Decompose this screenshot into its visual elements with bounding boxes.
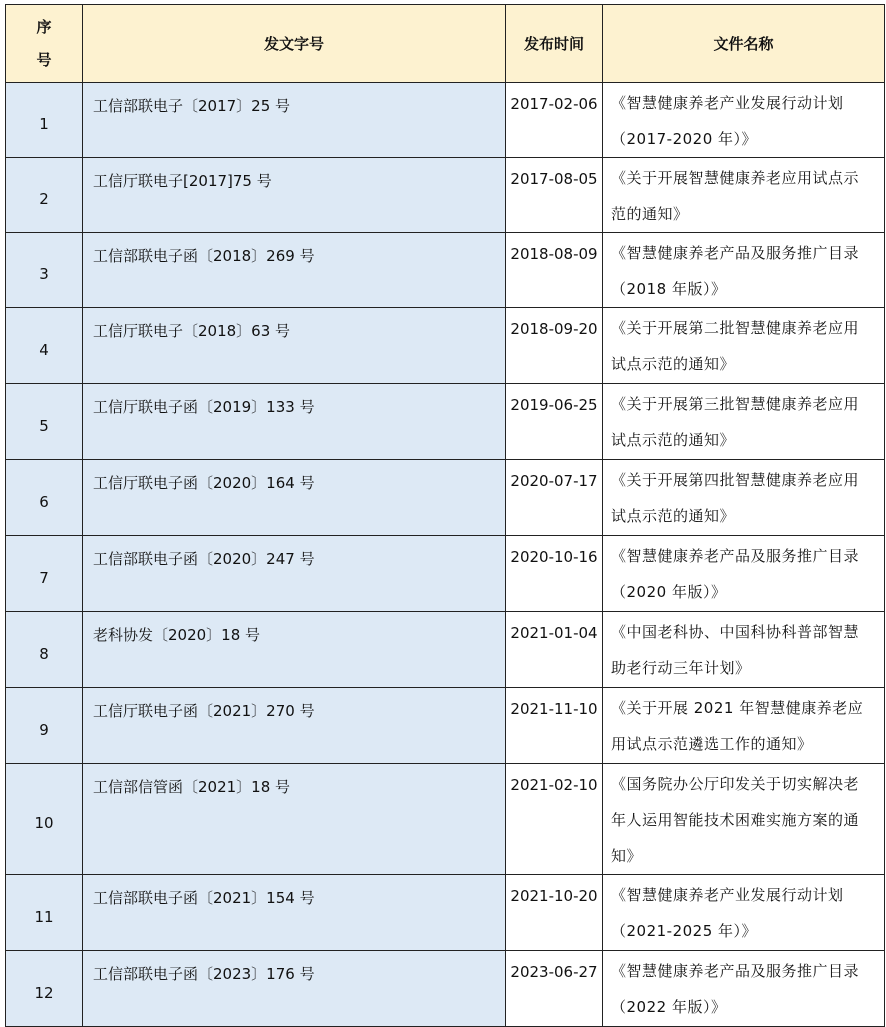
row-number: 6 (6, 460, 83, 536)
document-name (603, 233, 885, 308)
document-code: 老科协发〔2020〕18 号 (83, 612, 506, 688)
document-code: 工信厅联电子函〔2020〕164 号 (83, 460, 506, 536)
publish-date: 2020-10-16 (506, 536, 603, 612)
document-name (603, 83, 885, 158)
publish-date: 2020-07-17 (506, 460, 603, 536)
publish-date: 2021-11-10 (506, 688, 603, 764)
publish-date: 2018-08-09 (506, 233, 603, 308)
row-number: 8 (6, 612, 83, 688)
header-date: 发布时间 (506, 5, 603, 83)
document-name (603, 384, 885, 460)
table-row (6, 460, 885, 536)
row-number: 5 (6, 384, 83, 460)
document-name-text: 《关于开展第三批智慧健康养老应用试点示范的通知》 (611, 395, 860, 449)
header-name: 文件名称 (603, 5, 885, 83)
policy-documents-table (5, 4, 885, 1027)
document-name-text: 《关于开展 2021 年智慧健康养老应用试点示范遴选工作的通知》 (611, 699, 864, 753)
document-code: 工信部信管函〔2021〕18 号 (83, 764, 506, 875)
table-row (6, 875, 885, 951)
table-row (6, 83, 885, 158)
row-number: 11 (6, 875, 83, 951)
document-name (603, 951, 885, 1027)
document-code: 工信部联电子〔2017〕25 号 (83, 83, 506, 158)
table-row (6, 688, 885, 764)
document-code: 工信部联电子函〔2023〕176 号 (83, 951, 506, 1027)
document-name (603, 460, 885, 536)
document-code: 工信部联电子函〔2021〕154 号 (83, 875, 506, 951)
document-name-text: 《中国老科协、中国科协科普部智慧助老行动三年计划》 (611, 623, 860, 677)
table-row (6, 308, 885, 384)
publish-date: 2021-10-20 (506, 875, 603, 951)
header-code: 发文字号 (83, 5, 506, 83)
document-name (603, 612, 885, 688)
table-row (6, 158, 885, 233)
publish-date: 2019-06-25 (506, 384, 603, 460)
document-name-text: 《国务院办公厅印发关于切实解决老年人运用智能技术困难实施方案的通知》 (611, 775, 860, 865)
document-name-text: 《关于开展智慧健康养老应用试点示范的通知》 (611, 169, 860, 223)
row-number: 10 (6, 764, 83, 875)
row-number: 9 (6, 688, 83, 764)
document-code: 工信厅联电子函〔2021〕270 号 (83, 688, 506, 764)
document-name-text: 《智慧健康养老产品及服务推广目录（2018 年版）》 (611, 244, 860, 298)
table-row (6, 951, 885, 1027)
table-row (6, 233, 885, 308)
document-name-text: 《关于开展第二批智慧健康养老应用试点示范的通知》 (611, 319, 860, 373)
document-name-text: 《智慧健康养老产品及服务推广目录（2022 年版）》 (611, 962, 860, 1016)
publish-date: 2017-02-06 (506, 83, 603, 158)
document-code: 工信厅联电子[2017]75 号 (83, 158, 506, 233)
document-name (603, 536, 885, 612)
publish-date: 2023-06-27 (506, 951, 603, 1027)
table-row (6, 384, 885, 460)
publish-date: 2021-02-10 (506, 764, 603, 875)
document-code: 工信部联电子函〔2018〕269 号 (83, 233, 506, 308)
document-name-text: 《智慧健康养老产业发展行动计划（2017-2020 年）》 (611, 94, 844, 148)
header-number-line2: 号 (36, 50, 52, 69)
document-name (603, 158, 885, 233)
header-number (6, 5, 83, 83)
row-number: 1 (6, 83, 83, 158)
document-name-text: 《关于开展第四批智慧健康养老应用试点示范的通知》 (611, 471, 860, 525)
table-row (6, 536, 885, 612)
row-number: 4 (6, 308, 83, 384)
document-name (603, 764, 885, 875)
table-row (6, 612, 885, 688)
publish-date: 2017-08-05 (506, 158, 603, 233)
row-number: 12 (6, 951, 83, 1027)
document-name (603, 875, 885, 951)
publish-date: 2021-01-04 (506, 612, 603, 688)
table-header-row (6, 5, 885, 83)
publish-date: 2018-09-20 (506, 308, 603, 384)
document-name (603, 688, 885, 764)
row-number: 2 (6, 158, 83, 233)
table-row (6, 764, 885, 875)
document-name-text: 《智慧健康养老产业发展行动计划（2021-2025 年）》 (611, 886, 844, 940)
document-code: 工信厅联电子函〔2019〕133 号 (83, 384, 506, 460)
document-name-text: 《智慧健康养老产品及服务推广目录（2020 年版）》 (611, 547, 860, 601)
row-number: 3 (6, 233, 83, 308)
row-number: 7 (6, 536, 83, 612)
document-code: 工信厅联电子〔2018〕63 号 (83, 308, 506, 384)
document-name (603, 308, 885, 384)
header-number-line1: 序 (36, 17, 52, 36)
document-code: 工信部联电子函〔2020〕247 号 (83, 536, 506, 612)
